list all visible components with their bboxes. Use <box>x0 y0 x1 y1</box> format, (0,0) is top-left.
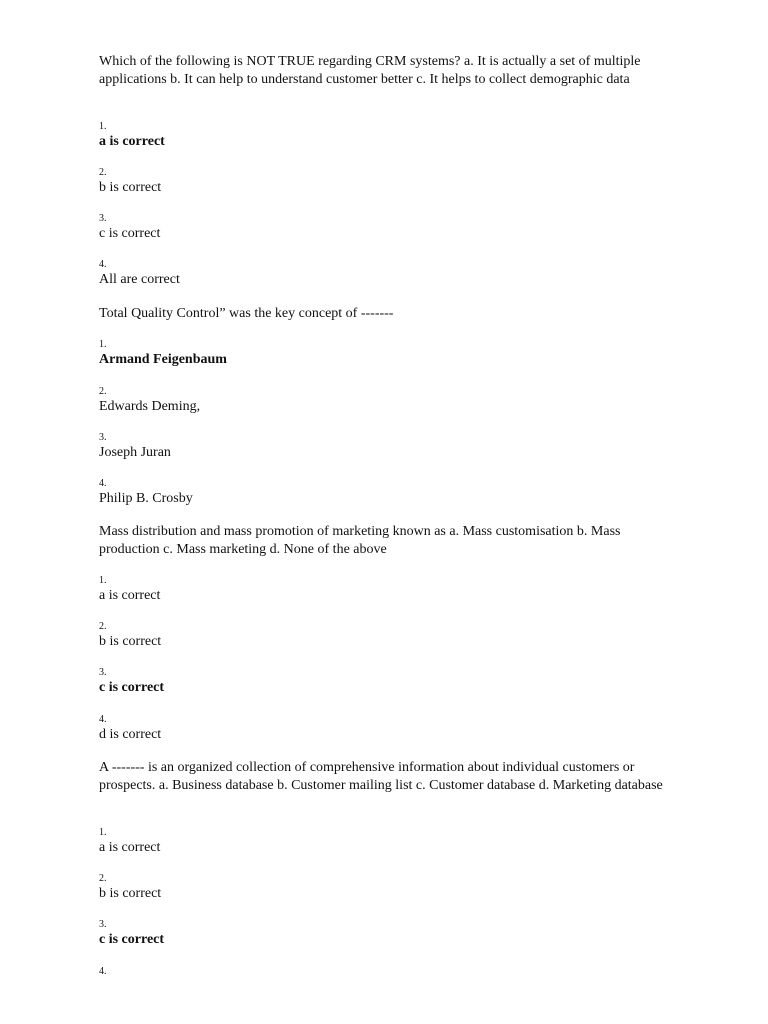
option-label: b is correct <box>99 180 162 195</box>
option-number: 4. <box>99 714 107 725</box>
option-label: b is correct <box>99 886 162 901</box>
option-number: 1. <box>99 121 107 132</box>
option-number: 3. <box>99 213 107 224</box>
option-number: 2. <box>99 386 107 397</box>
question-4-option-4 <box>99 966 107 978</box>
option-label-correct: Armand Feigenbaum <box>99 352 227 367</box>
option-number: 3. <box>99 919 107 930</box>
option-label-correct: c is correct <box>99 932 165 947</box>
option-number: 3. <box>99 432 107 443</box>
option-label: All are correct <box>99 272 180 287</box>
question-3-option-1 <box>99 575 160 604</box>
question-4-option-2 <box>99 873 161 902</box>
question-1-option-3 <box>99 213 160 242</box>
option-number: 4. <box>99 966 107 977</box>
option-label: Joseph Juran <box>99 445 171 460</box>
question-3-option-2 <box>99 621 161 650</box>
option-label-correct: c is correct <box>99 680 165 695</box>
option-number: 2. <box>99 621 107 632</box>
option-label: Philip B. Crosby <box>99 491 193 506</box>
option-label: d is correct <box>99 727 162 742</box>
option-label: Edwards Deming, <box>99 399 201 414</box>
option-label: a is correct <box>99 840 161 855</box>
option-number: 4. <box>99 478 107 489</box>
question-2-option-1 <box>99 339 227 368</box>
question-1-option-2 <box>99 167 161 196</box>
question-1-text: Which of the following is NOT TRUE regarding CRM systems? a. It is actually a set of multiple applications b. It can help to understand customer better c. It helps to collect demographic data <box>99 54 641 87</box>
option-number: 1. <box>99 827 107 838</box>
question-4-option-3 <box>99 919 164 948</box>
option-number: 1. <box>99 575 107 586</box>
option-label: a is correct <box>99 588 161 603</box>
option-label: c is correct <box>99 226 161 241</box>
question-2-text: Total Quality Control” was the key concept of ------- <box>99 306 394 321</box>
question-4-option-1 <box>99 827 160 856</box>
option-number: 4. <box>99 259 107 270</box>
question-1-option-1 <box>99 121 165 150</box>
question-4-text: A ------- is an organized collection of comprehensive information about individual customers or prospects. a. Business database b. Customer mailing list c. Customer database d. Marketing database <box>99 760 663 793</box>
question-1-option-4 <box>99 259 180 288</box>
option-number: 2. <box>99 873 107 884</box>
question-3-option-3 <box>99 667 164 696</box>
question-2-option-4 <box>99 478 193 507</box>
question-3-option-4 <box>99 714 161 743</box>
question-2-option-3 <box>99 432 171 461</box>
option-label-correct: a is correct <box>99 134 165 149</box>
question-3-text: Mass distribution and mass promotion of marketing known as a. Mass customisation b. Mass production c. Mass marketing d. None of the above <box>99 524 621 557</box>
option-number: 2. <box>99 167 107 178</box>
option-label: b is correct <box>99 634 162 649</box>
question-2-option-2 <box>99 386 200 415</box>
option-number: 3. <box>99 667 107 678</box>
option-number: 1. <box>99 339 107 350</box>
